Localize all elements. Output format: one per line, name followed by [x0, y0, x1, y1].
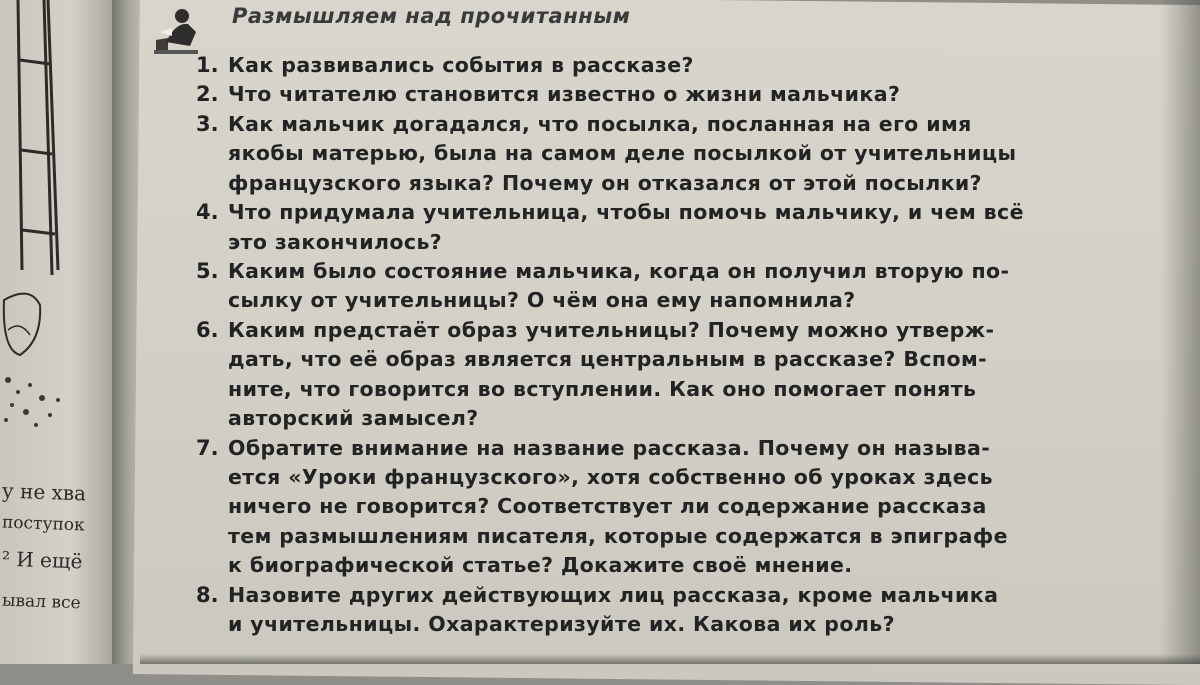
question-text-line: к биографической статье? Докажите своё мнение.: [228, 553, 853, 578]
question-text-line: авторский замысел?: [228, 406, 479, 431]
question-text-line: дать, что её образ является центральным в рассказе? Вспом-: [228, 347, 988, 372]
question-text-line: Как развивались события в рассказе?: [228, 53, 694, 77]
question-text-line: это закончилось?: [228, 229, 443, 254]
section-title: Размышляем над прочитанным: [232, 4, 631, 28]
question-number: 3.: [196, 111, 219, 136]
left-page-text-line: поступок: [1, 512, 86, 536]
question-text-line: ется «Уроки французского», хотя собственно об уроках здесь: [228, 465, 993, 490]
question-number: 8.: [196, 582, 219, 607]
question-text-line: ничего не говорится? Соответствует ли содержание рассказа: [228, 494, 987, 519]
question-number: 6.: [196, 317, 219, 342]
question-text-line: Что придумала учительница, чтобы помочь мальчику, и чем всё: [228, 200, 1024, 225]
question-text-line: Назовите других действующих лиц рассказа, кроме мальчика: [228, 582, 999, 607]
question-text-line: сылку от учительницы? О чём она ему напомнила?: [228, 288, 856, 313]
question-number: 4.: [196, 200, 219, 225]
left-page-text-line: ывал все: [1, 590, 81, 614]
page-bottom-edge: [140, 654, 1200, 664]
question-text-line: Каким было состояние мальчика, когда он получил вторую по-: [228, 259, 1010, 283]
left-page-text-line: ² И ещё: [1, 546, 83, 574]
question-number: 1.: [196, 53, 219, 77]
question-text-line: Как мальчик догадался, что посылка, посланная на его имя: [228, 111, 972, 136]
page-illustration: [0, 0, 120, 460]
previous-page: [0, 0, 120, 664]
question-text-line: Обратите внимание на название рассказа. Почему он называ-: [228, 435, 991, 460]
reader-figure-icon: [150, 2, 202, 54]
question-text-line: якобы матерью, была на самом деле посылкой от учительницы: [228, 141, 1017, 166]
question-number: 5.: [196, 259, 219, 283]
question-text-line: Что читателю становится известно о жизни мальчика?: [228, 82, 901, 107]
question-text-line: тем размышлениям писателя, которые содержатся в эпиграфе: [228, 523, 1008, 548]
question-text-line: ните, что говорится во вступлении. Как оно помогает понять: [228, 376, 977, 401]
left-page-text-line: у не хва: [1, 478, 87, 506]
question-number: 2.: [196, 82, 219, 107]
question-number: 7.: [196, 435, 219, 460]
question-text-line: Каким предстаёт образ учительницы? Почему можно утверж-: [228, 317, 995, 342]
question-text-line: французского языка? Почему он отказался от этой посылки?: [228, 170, 982, 195]
page-shadow: [1160, 0, 1200, 664]
question-text-line: и учительницы. Охарактеризуйте их. Какова их роль?: [228, 612, 895, 637]
